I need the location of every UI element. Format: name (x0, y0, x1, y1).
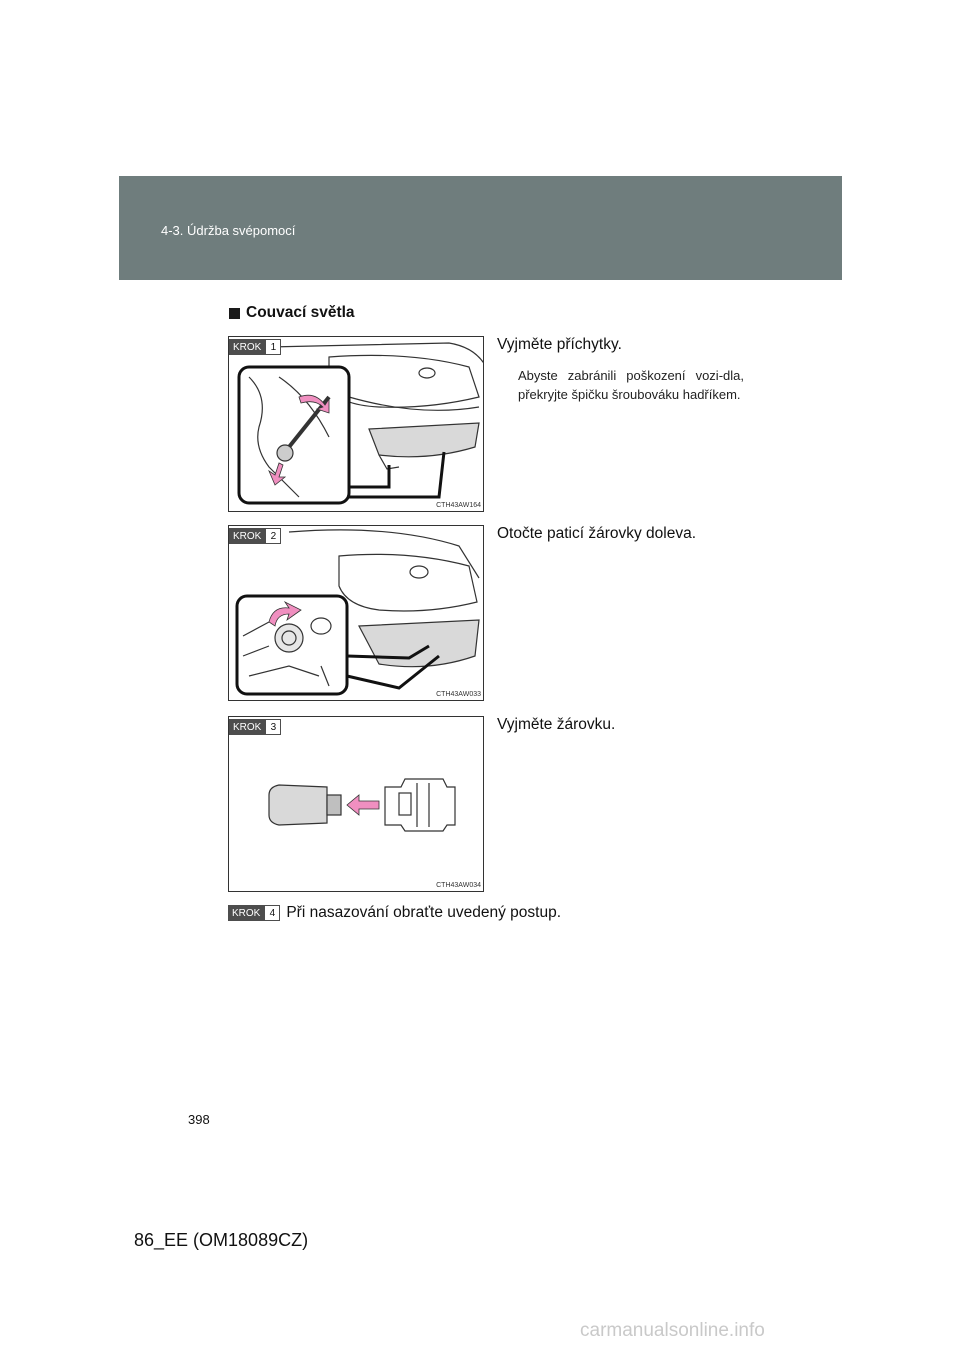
section-title-text: Couvací světla (246, 304, 355, 321)
inset-frame (239, 367, 349, 503)
pull-left-arrow-icon (347, 795, 379, 815)
turn-socket-illustration (229, 526, 484, 701)
step-4 (228, 904, 561, 922)
section-title (229, 304, 355, 322)
krok-label-2: KROK 2 (229, 528, 281, 544)
figure-step-3 (228, 716, 484, 892)
page-number: 398 (188, 1112, 210, 1127)
bulb-icon (269, 785, 327, 825)
figure-code: CTH43AW033 (436, 691, 481, 698)
step-1-note: Abyste zabránili poškození vozi-dla, překryjte špičku šroubováku hadříkem. (518, 368, 744, 402)
step-4-text: Při nasazování obraťte uvedený postup. (286, 904, 561, 921)
krok-label-1: KROK 1 (229, 339, 281, 355)
figure-step-2 (228, 525, 484, 701)
remove-clips-illustration (229, 337, 484, 512)
watermark: carmanualsonline.info (580, 1320, 765, 1341)
krok-label-4: KROK 4 (228, 905, 280, 921)
figure-code: CTH43AW034 (436, 882, 481, 889)
krok-label-3: KROK 3 (229, 719, 281, 735)
square-bullet-icon (229, 308, 240, 319)
step-1-text: Vyjměte příchytky. (497, 336, 622, 353)
figure-code: CTH43AW164 (436, 502, 481, 509)
step-3-text: Vyjměte žárovku. (497, 716, 616, 733)
footer-code: 86_EE (OM18089CZ) (134, 1230, 309, 1250)
step-2-text: Otočte paticí žárovky doleva. (497, 525, 697, 542)
section-header: 4-3. Údržba svépomocí (161, 223, 296, 238)
remove-bulb-illustration (229, 717, 484, 892)
figure-step-1 (228, 336, 484, 512)
bulb-socket-icon (385, 779, 455, 831)
